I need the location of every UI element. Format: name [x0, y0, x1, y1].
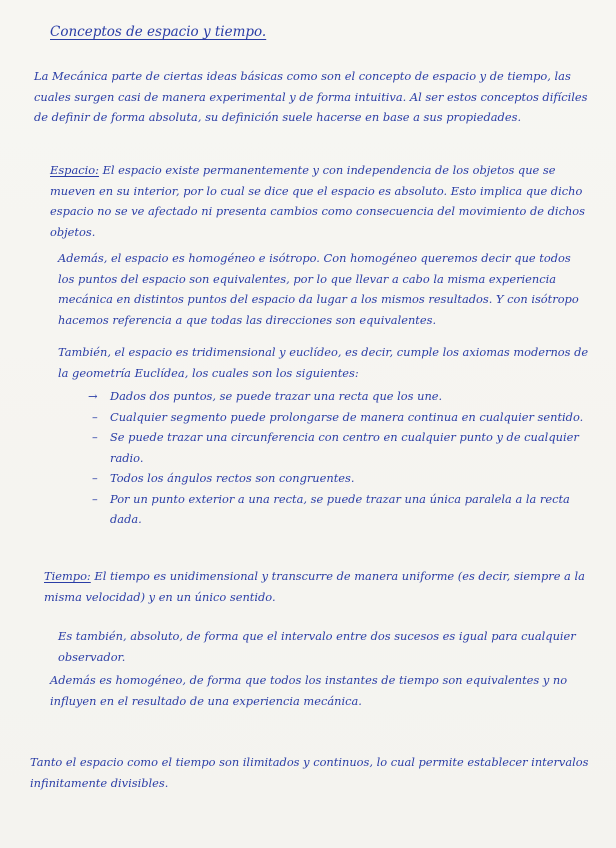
- page-title: Conceptos de espacio y tiempo.: [50, 24, 267, 40]
- space-paragraph-2: Además, el espacio es homogéneo e isótropo. Con homogéneo queremos decir que todos los puntos del espacio son equivalentes, por lo que llevar a cabo la misma experiencia mecánica en distintos puntos del espacio da lugar a los mismos resultados. Y con isótropo hacemos referencia a que todas las direcciones son equivalentes.: [58, 251, 579, 327]
- axiom-item-5: – Por un punto exterior a una recta, se puede trazar una única paralela a la recta dada.: [88, 489, 588, 530]
- space-paragraph-1: [50, 160, 590, 242]
- axiom-item-3: – Se puede trazar una circunferencia con centro en cualquier punto y de cualquier radio.: [88, 427, 588, 468]
- axiom-item-4: – Todos los ángulos rectos son congruentes.: [88, 468, 588, 489]
- conclusion-paragraph: Tanto el espacio como el tiempo son ilimitados y continuos, lo cual permite establecer intervalos infinitamente divisibles.: [30, 755, 589, 790]
- time-paragraph-1: [44, 566, 590, 607]
- time-paragraph-3: Además es homogéneo, de forma que todos los instantes de tiempo son equivalentes y no influyen en el resultado de una experiencia mecánica.: [50, 673, 568, 708]
- axiom-item-1: → Dados dos puntos, se puede trazar una recta que los une.: [88, 386, 588, 407]
- space-paragraph-3: También, el espacio es tridimensional y euclídeo, es decir, cumple los axiomas modernos de la geometría Euclídea, los cuales son los siguientes:: [58, 345, 589, 380]
- intro-paragraph: La Mecánica parte de ciertas ideas básicas como son el concepto de espacio y de tiempo, las cuales surgen casi de manera experimental y de forma intuitiva. Al ser estos conceptos difíciles de definir de forma absoluta, su definición suele hacerse en base a sus propiedades.: [34, 69, 588, 124]
- axiom-item-2: – Cualquier segmento puede prolongarse de manera continua en cualquier sentido.: [88, 407, 588, 428]
- time-text-1: El tiempo es unidimensional y transcurre de manera uniforme (es decir, siempre a la misma velocidad) y en un único sentido.: [44, 569, 585, 604]
- time-label: Tiempo:: [44, 569, 91, 583]
- space-label: Espacio:: [50, 163, 99, 177]
- axioms-list: [88, 386, 588, 530]
- time-paragraph-2: Es también, absoluto, de forma que el intervalo entre dos sucesos es igual para cualquier observador.: [58, 629, 576, 664]
- space-text-1: El espacio existe permanentemente y con independencia de los objetos que se mueven en su interior, por lo cual se dice que el espacio es absoluto. Esto implica que dicho espacio no se ve afectado ni presenta cambios como consecuencia del movimiento de dichos objetos.: [50, 163, 585, 239]
